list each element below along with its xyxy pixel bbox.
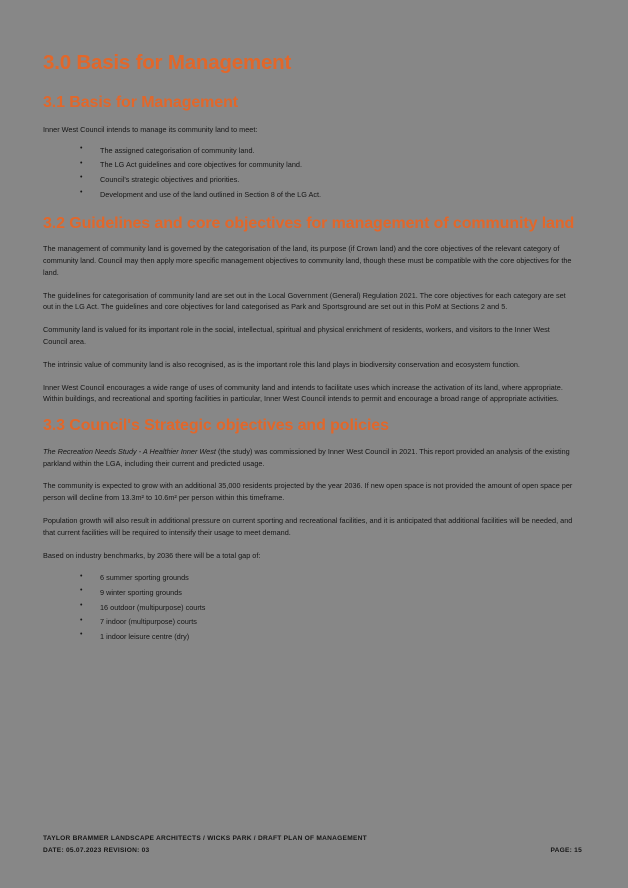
section-3-2-paragraph-2: The guidelines for categorisation of community land are set out in the Local Government (General) Regulation 2021. The core objectives for each category are set out in the LG Act. The guidelines and core objectives for land categorised as Park and Sportsground are set out in this PoM at Sections 2 and 5. xyxy=(43,290,566,312)
list-item: • 9 winter sporting grounds xyxy=(80,587,576,598)
section-3-3-paragraph-pressure: Population growth will also result in additional pressure on current sporting and recreational facilities, and it is anticipated that additional facilities will be needed, and that current facilities will be required to intensify their usage to meet demand. xyxy=(43,515,573,537)
section-3-1-bullet-list xyxy=(43,145,576,200)
section-3-2-paragraph-5: Inner West Council encourages a wide range of uses of community land and intends to facilitate uses which increase the activation of its land, where appropriate. Within buildings, and recreational and sporting facilities in particular, Inner West Council intends to permit and encourage a broad range of appropriate activities. xyxy=(43,382,563,404)
section-heading-3-2: 3.2 Guidelines and core objectives for management of community land xyxy=(43,214,575,232)
list-item: • The assigned categorisation of community land. xyxy=(80,145,576,156)
study-title: The Recreation Needs Study - A Healthier Inner West xyxy=(43,446,216,456)
footer-page-number: PAGE: 15 xyxy=(550,847,582,854)
section-3-3-gap-bullet-list xyxy=(43,572,576,641)
section-3-2-paragraph-1: The management of community land is governed by the categorisation of the land, its purpose (if Crown land) and the core objectives of the relevant category of community land. Council may then apply more specific management objectives to community land, though these must be compatible with the core objectives for the land. xyxy=(43,244,572,277)
section-3-2-paragraph-3: Community land is valued for its important role in the social, intellectual, spiritual and physical enrichment of residents, workers, and visitors to the Inner West Council area. xyxy=(43,325,550,346)
page-footer xyxy=(43,835,588,854)
section-heading-3-1: 3.1 Basis for Management xyxy=(43,93,238,111)
page-title: 3.0 Basis for Management xyxy=(43,51,292,74)
footer-credit-line: TAYLOR BRAMMER LANDSCAPE ARCHITECTS / WICKS PARK / DRAFT PLAN OF MANAGEMENT xyxy=(43,835,367,842)
footer-meta-line xyxy=(43,847,588,854)
list-item: • 6 summer sporting grounds xyxy=(80,572,576,583)
list-item: • 16 outdoor (multipurpose) courts xyxy=(80,602,576,613)
footer-date-revision: DATE: 05.07.2023 REVISION: 03 xyxy=(43,847,150,854)
section-3-3-study-paragraph xyxy=(43,446,576,470)
section-3-3-paragraph-growth: The community is expected to grow with an additional 35,000 residents projected by the year 2036. If new open space is not provided the amount of open space per person will decline from 13.3m² to 10.6m² per person within this timeframe. xyxy=(43,481,573,503)
section-3-2-paragraph-4: The intrinsic value of community land is also recognised, as is the important role this land plays in biodiversity conservation and ecosystem function. xyxy=(43,359,520,369)
list-item: • Development and use of the land outlined in Section 8 of the LG Act. xyxy=(80,189,576,200)
page-content xyxy=(43,52,576,656)
section-heading-3-3: 3.3 Council's Strategic objectives and policies xyxy=(43,417,389,435)
study-paragraph-rest: (the study) was commissioned by Inner West Council in 2021. This report provided an analysis of the existing parkland within the LGA, including their current and predicted usage. xyxy=(43,446,570,468)
section-3-3-paragraph-benchmarks: Based on industry benchmarks, by 2036 there will be a total gap of: xyxy=(43,550,261,560)
list-item: • 1 indoor leisure centre (dry) xyxy=(80,631,576,642)
list-item: • The LG Act guidelines and core objectives for community land. xyxy=(80,159,576,170)
section-3-1-intro: Inner West Council intends to manage its community land to meet: xyxy=(43,125,258,135)
list-item: • Council's strategic objectives and priorities. xyxy=(80,174,576,185)
list-item: • 7 indoor (multipurpose) courts xyxy=(80,616,576,627)
